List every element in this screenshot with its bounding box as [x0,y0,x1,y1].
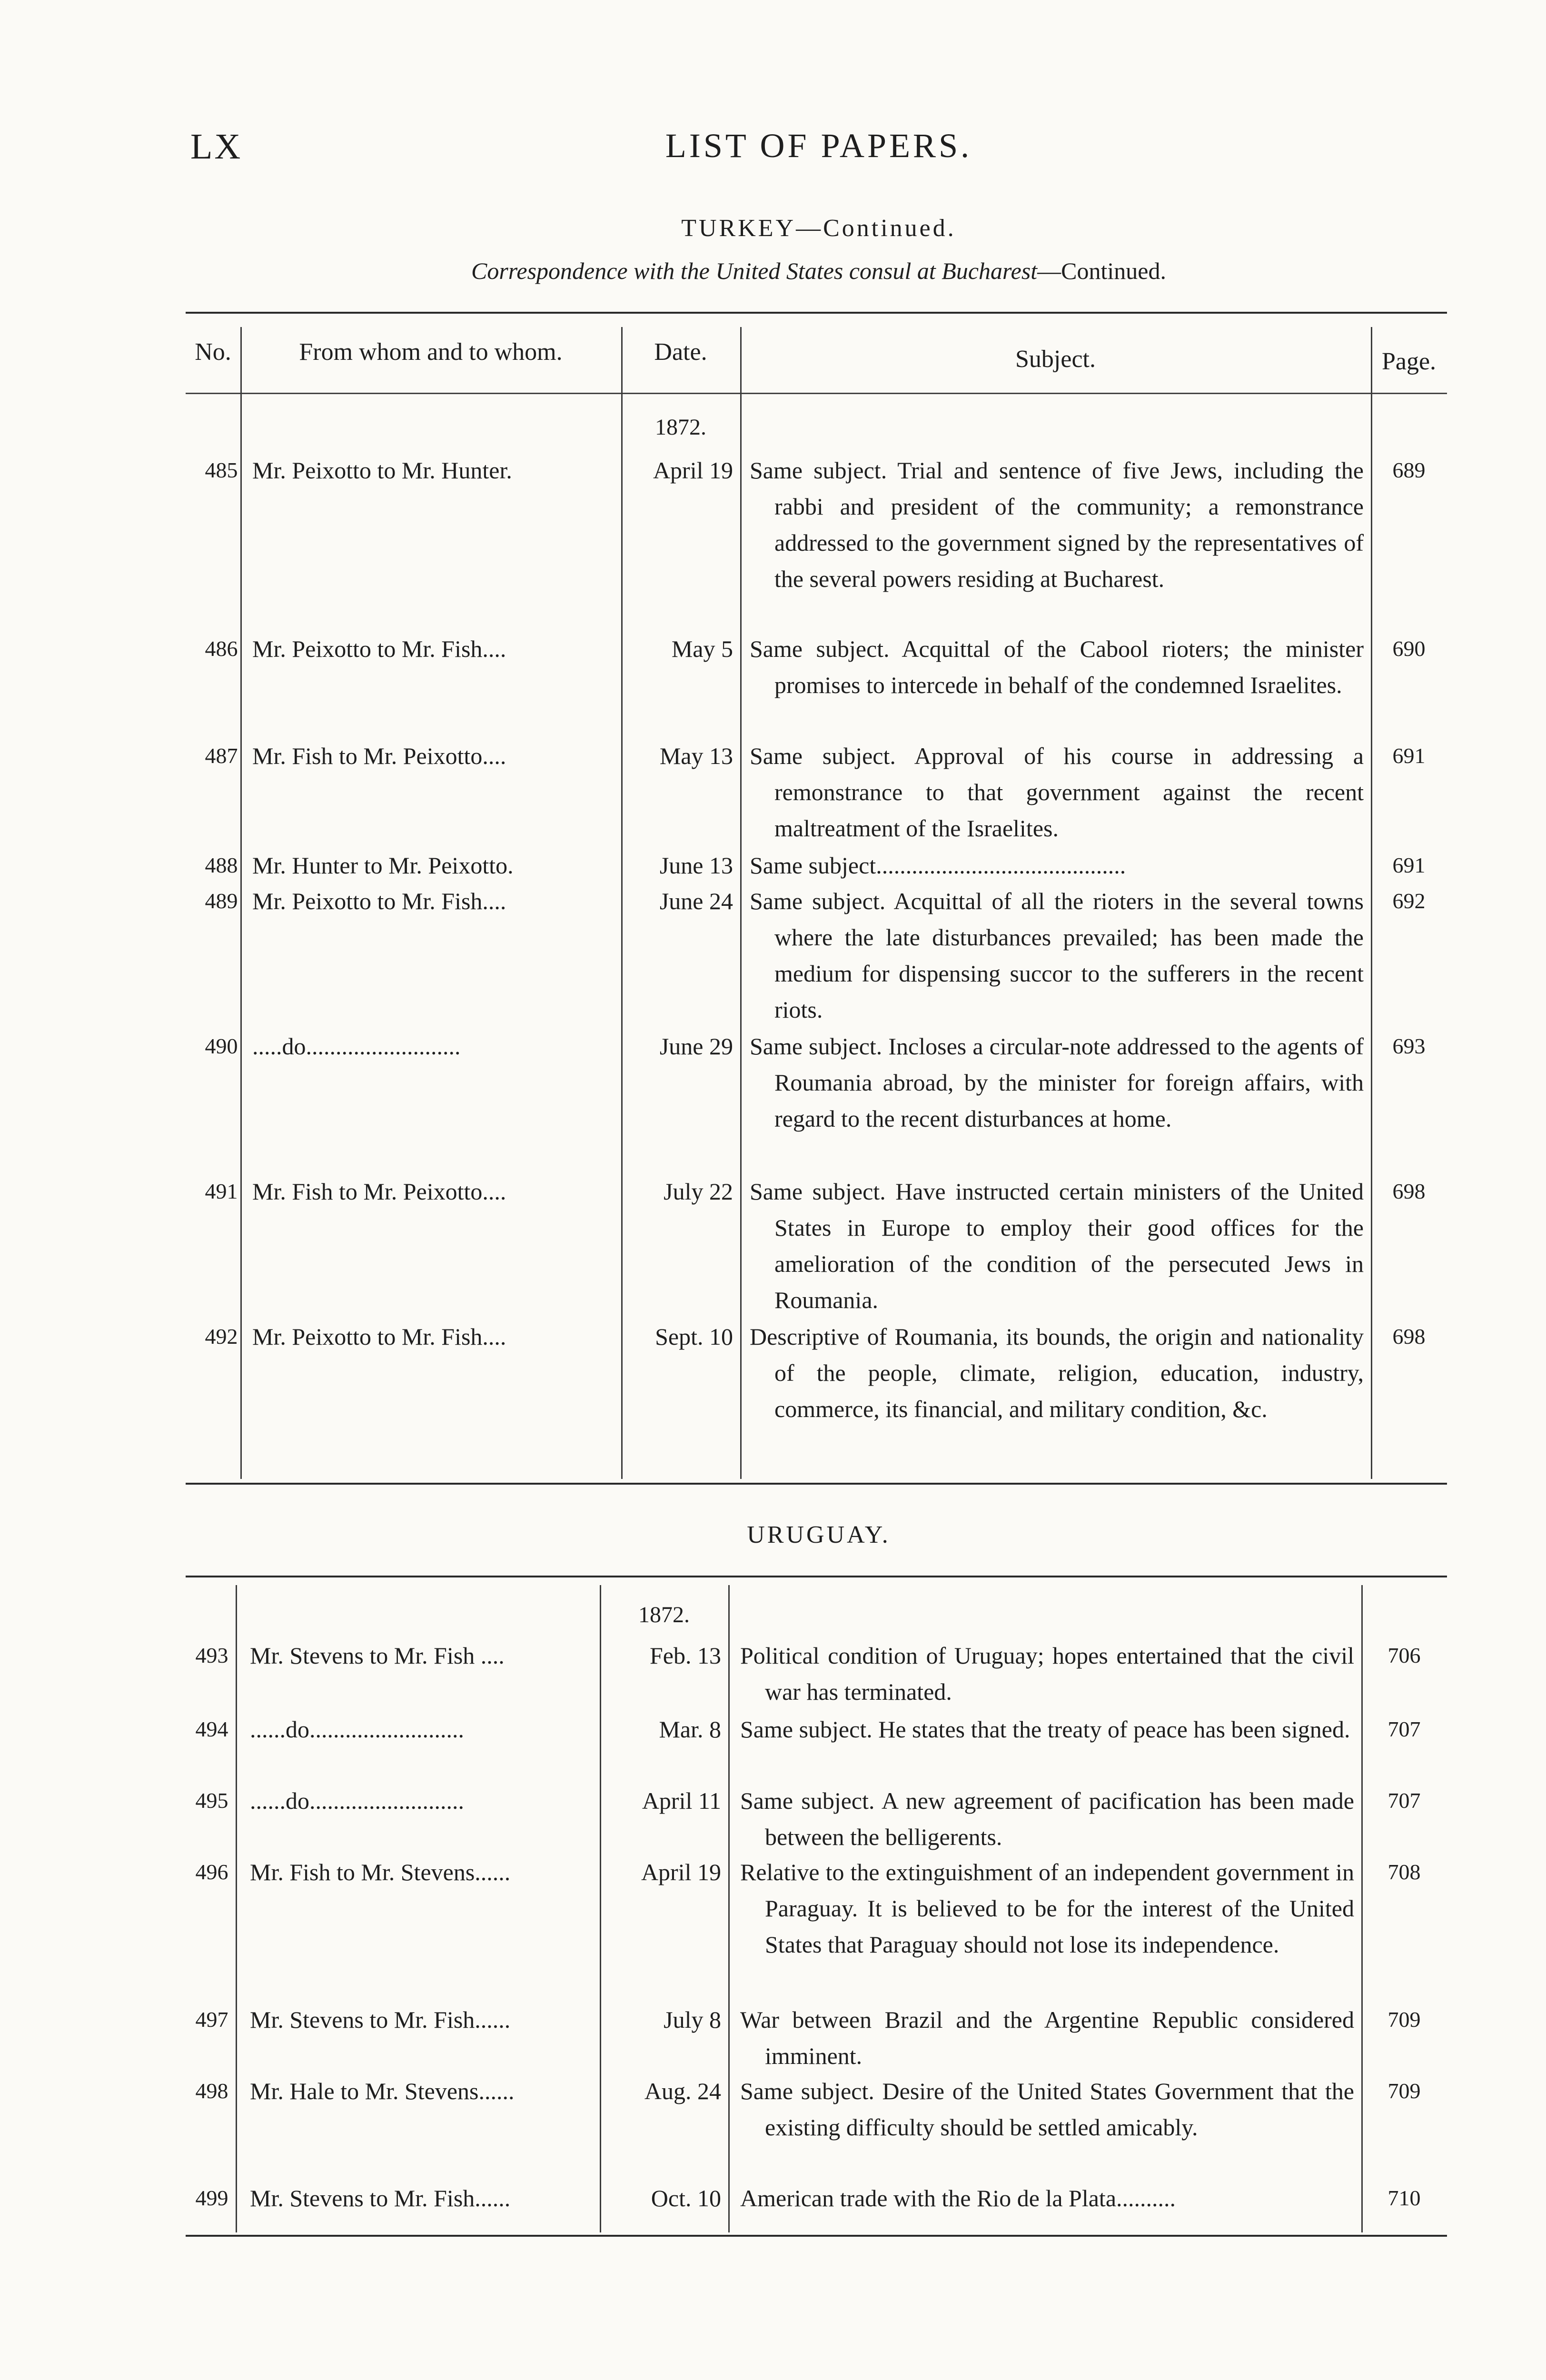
column-rule [740,327,742,1479]
page-ref: 692 [1392,889,1426,913]
entry-number: 485 [205,458,238,482]
entry-subject: Political condition of Uruguay; hopes entertained that the civil war has terminated. [740,1642,1354,1705]
entry-number: 495 [195,1788,228,1813]
entry-number: 492 [205,1324,238,1349]
entry-subject: Same subject. Have instructed certain ministers of the United States in Europe to employ their good offices for the amelioration of the condition of the persecuted Jews in Roumania. [750,1178,1364,1313]
page-ref: 708 [1387,1860,1421,1884]
entry-subject: Same subject. Desire of the United States Government that the existing difficulty should be settled amicably. [740,2078,1354,2141]
from-to: ......do.......................... [250,1787,464,1814]
from-to: Mr. Peixotto to Mr. Fish.... [252,635,506,662]
page-ref: 698 [1392,1179,1426,1203]
entry-subject: Same subject. Trial and sentence of five Jews, including the rabbi and president of the community; a remonstrance addressed to the government signed by the representatives of the several powers residing at Bucharest. [750,457,1364,592]
entry-number: 487 [205,744,238,768]
year-label: 1872. [655,415,706,440]
running-title: LIST OF PAPERS. [665,127,972,165]
entry-date: May 5 [671,635,733,662]
page-header [190,126,1447,178]
column-rule [621,327,623,1479]
uruguay-table [186,1576,1447,2242]
from-to: Mr. Peixotto to Mr. Fish.... [252,1323,506,1350]
entry-subject: War between Brazil and the Argentine Republic considered imminent. [740,2006,1354,2069]
section-subtitle-turkey [190,257,1447,285]
column-header-page: Page. [1381,348,1437,375]
entry-subject: Relative to the extinguishment of an independent government in Paraguay. It is believed to be for the interest of the United States that Paraguay should not lose its independence. [740,1859,1354,1958]
table-top-rule [186,312,1447,314]
page-ref: 709 [1387,2079,1421,2103]
from-to: Mr. Hale to Mr. Stevens...... [250,2078,515,2104]
year-label: 1872. [638,1602,690,1627]
subtitle-suffix: —Continued. [1037,258,1166,284]
entry-number: 494 [195,1717,228,1741]
entry-date: Oct. 10 [651,2185,721,2211]
column-header-from: From whom and to whom. [299,338,563,366]
column-header-date: Date. [654,338,707,366]
entry-number: 497 [195,2007,228,2032]
table-bottom-rule [186,2235,1447,2237]
entry-subject: Same subject. Acquittal of the Cabool rioters; the minister promises to intercede in behalf of the condemned Israelites. [750,635,1364,698]
column-rule [1361,1585,1363,2232]
page-ref: 690 [1392,636,1426,661]
page-ref: 707 [1387,1717,1421,1741]
entry-subject: Same subject. Approval of his course in addressing a remonstrance to that government against the recent maltreatment of the Israelites. [750,743,1364,842]
entry-number: 489 [205,889,238,913]
entry-subject: American trade with the Rio de la Plata.......... [740,2185,1176,2211]
section-title-turkey: TURKEY—Continued. [681,215,956,242]
entry-subject: Same subject. Acquittal of all the rioters in the several towns where the late disturbances prevailed; has been made the medium for dispensing succor to the sufferers in the recent riots. [750,888,1364,1023]
column-rule [728,1585,730,2232]
entry-date: June 29 [659,1033,733,1060]
entry-date: June 13 [659,852,733,879]
from-to: Mr. Fish to Mr. Peixotto.... [252,743,506,769]
entry-date: Feb. 13 [650,1642,721,1669]
section-title-uruguay: URUGUAY. [747,1521,891,1548]
page-ref: 691 [1392,744,1426,768]
turkey-table [186,312,1447,1490]
entry-subject: Descriptive of Roumania, its bounds, the origin and nationality of the people, climate, religion, education, industry, commerce, its financial, and military condition, &c. [750,1323,1364,1422]
entry-date: April 19 [653,457,733,484]
from-to: Mr. Stevens to Mr. Fish .... [250,1642,505,1669]
entry-date: Mar. 8 [659,1716,721,1743]
entry-date: May 13 [659,743,733,769]
entry-number: 498 [195,2079,228,2103]
entry-number: 490 [205,1034,238,1058]
entry-date: Sept. 10 [655,1323,733,1350]
page-number: LX [190,127,243,167]
column-rule [600,1585,601,2232]
entry-subject: Same subject.......................................... [750,852,1126,879]
from-to: Mr. Fish to Mr. Peixotto.... [252,1178,506,1205]
from-to: Mr. Stevens to Mr. Fish...... [250,2006,511,2033]
entry-date: July 8 [664,2006,721,2033]
entry-number: 486 [205,636,238,661]
page-ref: 706 [1387,1643,1421,1667]
page-ref: 709 [1387,2007,1421,2032]
entry-subject: Same subject. A new agreement of pacification has been made between the belligerents. [740,1787,1354,1850]
from-to: .....do.......................... [252,1033,461,1060]
page-ref: 693 [1392,1034,1426,1058]
from-to: Mr. Peixotto to Mr. Fish.... [252,888,506,914]
entry-date: Aug. 24 [644,2078,721,2104]
page-ref: 710 [1387,2186,1421,2210]
entry-number: 499 [195,2186,228,2210]
from-to: Mr. Peixotto to Mr. Hunter. [252,457,512,484]
column-header-no: No. [195,338,231,366]
page-ref: 707 [1387,1788,1421,1813]
entry-subject: Same subject. Incloses a circular-note addressed to the agents of Roumania abroad, by the minister for foreign affairs, with regard to the recent disturbances at home. [750,1033,1364,1132]
table-top-rule [186,1576,1447,1577]
entry-date: April 11 [642,1787,721,1814]
column-header-subject: Subject. [1015,346,1096,373]
entry-date: June 24 [659,888,733,914]
subtitle-italic: Correspondence with the United States consul at Bucharest [471,258,1038,284]
entry-number: 491 [205,1179,238,1203]
from-to: Mr. Hunter to Mr. Peixotto. [252,852,514,879]
entry-date: April 19 [641,1859,721,1885]
entry-date: July 22 [664,1178,733,1205]
page-ref: 689 [1392,458,1426,482]
entry-number: 493 [195,1643,228,1667]
from-to: Mr. Fish to Mr. Stevens...... [250,1859,511,1885]
page-ref: 691 [1392,853,1426,877]
column-rule [236,1585,237,2232]
table-bottom-rule [186,1483,1447,1485]
header-bottom-rule [186,393,1447,394]
from-to: Mr. Stevens to Mr. Fish...... [250,2185,511,2211]
entry-number: 496 [195,1860,228,1884]
entry-number: 488 [205,853,238,877]
page-ref: 698 [1392,1324,1426,1349]
from-to: ......do.......................... [250,1716,464,1743]
entry-subject: Same subject. He states that the treaty of peace has been signed. [740,1716,1350,1743]
